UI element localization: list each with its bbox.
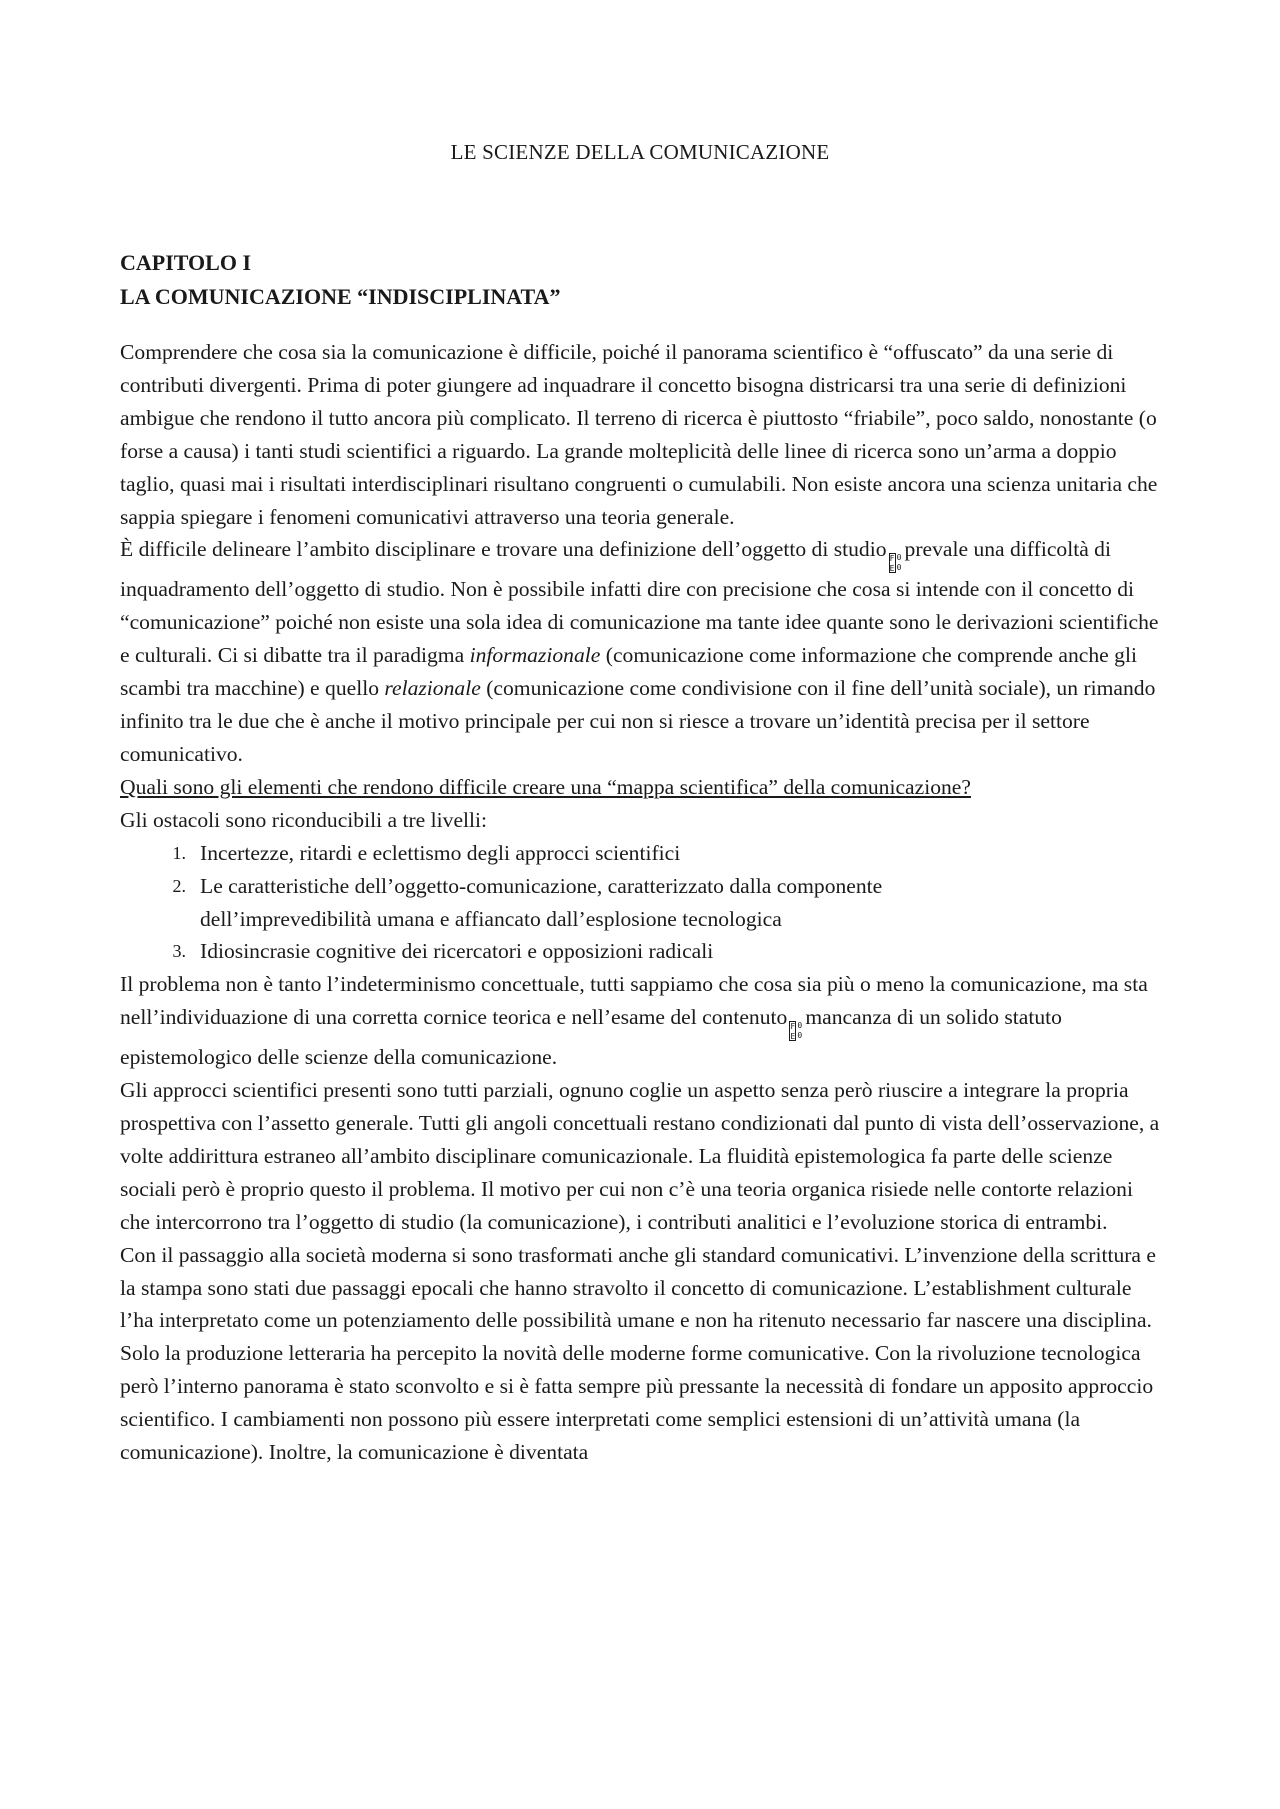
list-item [120, 935, 1160, 968]
paragraph-problem-part-a: Il problema non è tanto l’indeterminismo concettuale, tutti sappiamo che cosa sia più o meno la comunicazione, ma sta nell’individuazione di una corretta cornice teorica e nell’esame del contenuto [120, 972, 1148, 1030]
missing-glyph-icon: F E 0 0 [790, 1021, 803, 1042]
question-underlined: Quali sono gli elementi che rendono difficile creare una “mappa scientifica” della comunicazione? [120, 774, 971, 799]
list-item-number: 2. [172, 875, 186, 896]
paragraph-problem-part-b: mancanza di un solido statuto epistemologico delle scienze della comunicazione. [120, 1005, 1062, 1070]
paragraph-modern-society: Con il passaggio alla società moderna si sono trasformati anche gli standard comunicativi. L’invenzione della scrittura e la stampa sono stati due passaggi epocali che hanno stravolto il concetto di comunicazione. L’establishment culturale l’ha interpretato come un potenziamento delle possibilità umane e non ha ritenuto necessario far nascere una disciplina. Solo la produzione letteraria ha percepito la novità delle moderne forme comunicative. Con la rivoluzione tecnologica però l’interno panorama è stato sconvolto e si è fatta sempre più pressante la necessità di fondare un apposito approccio scientifico. I cambiamenti non possono più essere interpretati come semplici estensioni di un’attività umana (la comunicazione). Inoltre, la comunicazione è diventata [120, 1242, 1156, 1465]
paragraph-approaches: Gli approcci scientifici presenti sono tutti parziali, ognuno coglie un aspetto senza però riuscire a integrare la propria prospettiva con l’assetto generale. Tutti gli angoli concettuali restano condizionati dal punto di vista dell’osservazione, a volte addirittura estraneo all’ambito disciplinare comunicazionale. La fluidità epistemologica fa parte delle scienze sociali però è proprio questo il problema. Il motivo per cui non c’è una teoria organica risiede nelle contorte relazioni che intercorrono tra l’oggetto di studio (la comunicazione), i contributi analitici e l’evoluzione storica di entrambi. [120, 1078, 1160, 1234]
paragraph-definition-part-a: È difficile delineare l’ambito disciplinare e trovare una definizione dell’oggetto di studio [120, 537, 887, 562]
list-item-number: 1. [172, 842, 186, 863]
paragraph-problem [120, 968, 1160, 1074]
list-item-number: 3. [172, 941, 186, 962]
obstacles-list [120, 837, 1160, 969]
paragraph-intro: Comprendere che cosa sia la comunicazione è difficile, poiché il panorama scientifico è “offuscato” da una serie di contributi divergenti. Prima di poter giungere ad inquadrare il concetto bisogna districarsi tra una serie di definizioni ambigue che rendono il tutto ancora più complicato. Il terreno di ricerca è piuttosto “friabile”, poco saldo, nonostante (o forse a causa) i tanti studi scientifici a riguardo. La grande molteplicità delle linee di ricerca sono un’arma a doppio taglio, quasi mai i risultati interdisciplinari risultano congruenti o cumulabili. Non esiste ancora una scienza unitaria che sappia spiegare i fenomeni comunicativi attraverso una teoria generale. [120, 340, 1158, 529]
chapter-number: CAPITOLO I [120, 250, 252, 275]
paragraph-definition-part-c: (comunicazione come informazione che comprende anche gli scambi tra macchine) e quello [120, 643, 1137, 701]
chapter-heading [120, 246, 560, 314]
list-item [120, 837, 1160, 870]
term-informazionale: informazionale [469, 643, 601, 668]
document-body [120, 336, 1160, 1469]
paragraph-definition [120, 533, 1160, 770]
list-item-text: Idiosincrasie cognitive dei ricercatori e opposizioni radicali [200, 939, 714, 964]
paragraph-definition-part-b: prevale una difficoltà di inquadramento dell’oggetto di studio. Non è possibile infatti dire con precisione che cosa si intende con il concetto di “comunicazione” poiché non esiste una sola idea di comunicazione ma tante idee quante sono le derivazioni scientifiche e culturali. Ci si dibatte tra il paradigma [120, 537, 1159, 668]
list-item [120, 870, 1160, 936]
list-item-text: Le caratteristiche dell’oggetto-comunicazione, caratterizzato dalla componente dell’imprevedibilità umana e affiancato dall’esplosione tecnologica [200, 873, 883, 931]
obstacles-intro: Gli ostacoli sono riconducibili a tre livelli: [120, 807, 488, 832]
chapter-title: LA COMUNICAZIONE “INDISCIPLINATA” [120, 284, 561, 309]
missing-glyph-icon: F E 0 0 [889, 553, 902, 574]
paragraph-definition-part-d: (comunicazione come condivisione con il fine dell’unità sociale), un rimando infinito tra le due che è anche il motivo principale per cui non si riesce a trovare un’identità precisa per il settore comunicativo. [120, 676, 1156, 766]
term-relazionale: relazionale [384, 676, 481, 701]
document-title: LE SCIENZE DELLA COMUNICAZIONE [450, 140, 830, 164]
list-item-text: Incertezze, ritardi e eclettismo degli approcci scientifici [200, 840, 681, 865]
